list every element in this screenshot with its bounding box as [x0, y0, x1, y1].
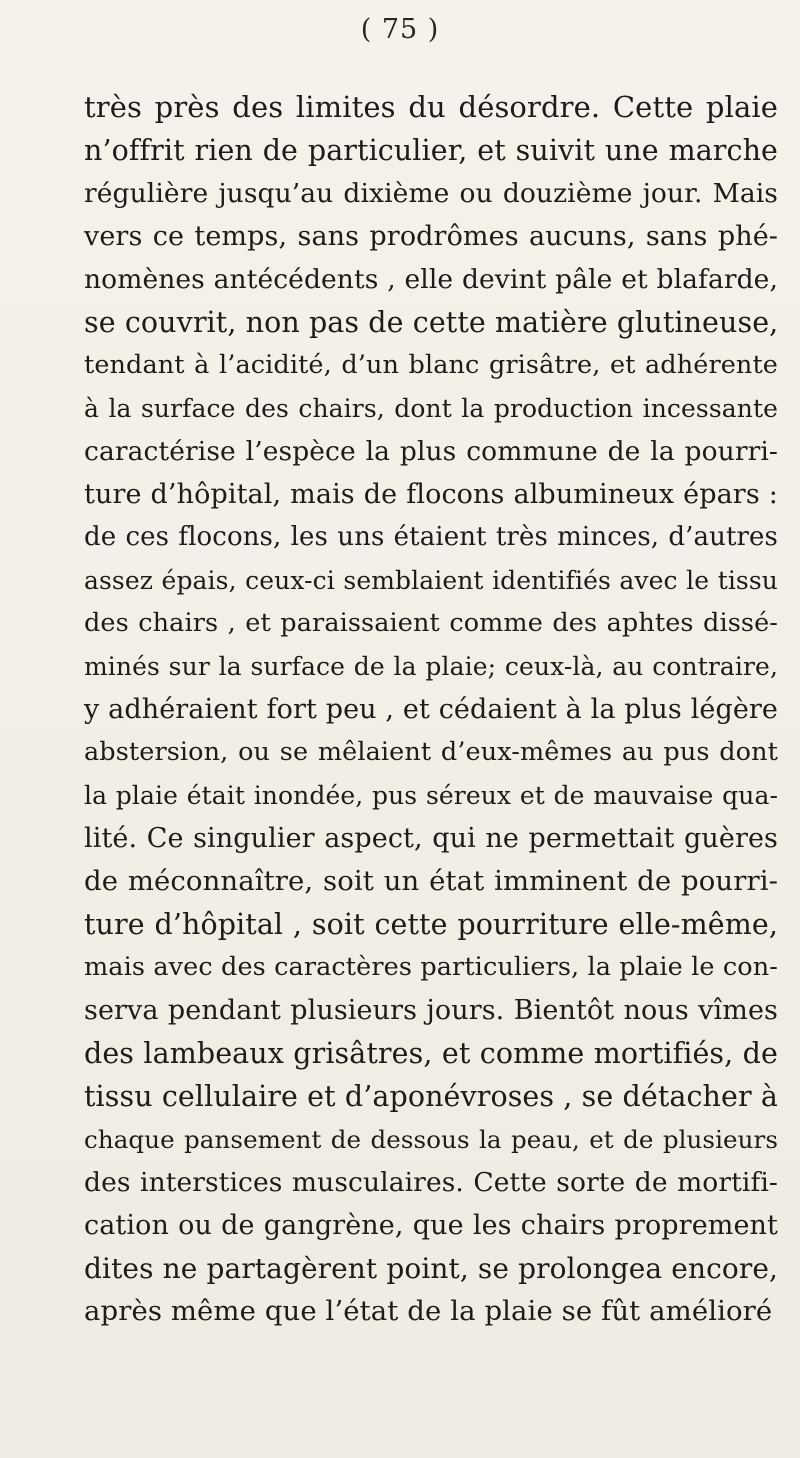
text-line: des lambeaux grisâtres, et comme mortifiés, de	[84, 1037, 778, 1070]
text-line: à la surface des chairs, dont la production incessante	[84, 394, 778, 423]
text-line: chaque pansement de dessous la peau, et de plusieurs	[84, 1125, 778, 1154]
text-line: des chairs , et paraissaient comme des aphtes dissé-	[84, 608, 778, 638]
text-line: serva pendant plusieurs jours. Bientôt nous vîmes	[84, 995, 778, 1026]
text-line: vers ce temps, sans prodrômes aucuns, sans phé-	[84, 221, 778, 252]
text-line: des interstices musculaires. Cette sorte de mortifi-	[84, 1167, 778, 1198]
text-line: dites ne partagèrent point, se prolongea encore,	[84, 1252, 778, 1285]
text-line: ture d’hôpital , soit cette pourriture elle-même,	[84, 908, 778, 941]
text-line: régulière jusqu’au dixième ou douzième jour. Mais	[84, 178, 778, 209]
text-line: très près des limites du désordre. Cette plaie	[84, 90, 778, 124]
page-number: ( 75 )	[360, 14, 440, 45]
text-line: de méconnaître, soit un état imminent de pourri-	[84, 865, 778, 897]
text-line: cation ou de gangrène, que les chairs proprement	[84, 1210, 778, 1241]
text-line: minés sur la surface de la plaie; ceux-là, au contraire,	[84, 652, 778, 681]
text-line: abstersion, ou se mêlaient d’eux-mêmes au pus dont	[84, 737, 778, 767]
text-line: lité. Ce singulier aspect, qui ne permettait guères	[84, 823, 778, 854]
text-line: de ces flocons, les uns étaient très minces, d’autres	[84, 522, 778, 552]
text-line: nomènes antécédents , elle devint pâle et blafarde,	[84, 264, 778, 295]
text-line: n’offrit rien de particulier, et suivit une marche	[84, 134, 778, 167]
text-line: y adhéraient fort peu , et cédaient à la plus légère	[84, 694, 778, 725]
text-line: caractérise l’espèce la plus commune de la pourri-	[84, 436, 778, 467]
text-line: la plaie était inondée, pus séreux et de mauvaise qua-	[84, 781, 778, 810]
text-line: ture d’hôpital, mais de flocons albumineux épars :	[84, 479, 778, 510]
text-line: après même que l’état de la plaie se fût amélioré	[84, 1295, 773, 1327]
body-text	[84, 86, 778, 1333]
text-line: tissu cellulaire et d’aponévroses , se détacher à	[84, 1080, 778, 1113]
text-line: tendant à l’acidité, d’un blanc grisâtre, et adhérente	[84, 350, 778, 380]
text-line: mais avec des caractères particuliers, la plaie le con-	[84, 952, 778, 982]
text-line: se couvrit, non pas de cette matière glutineuse,	[84, 306, 779, 339]
text-line: assez épais, ceux-ci semblaient identifiés avec le tissu	[84, 566, 778, 595]
